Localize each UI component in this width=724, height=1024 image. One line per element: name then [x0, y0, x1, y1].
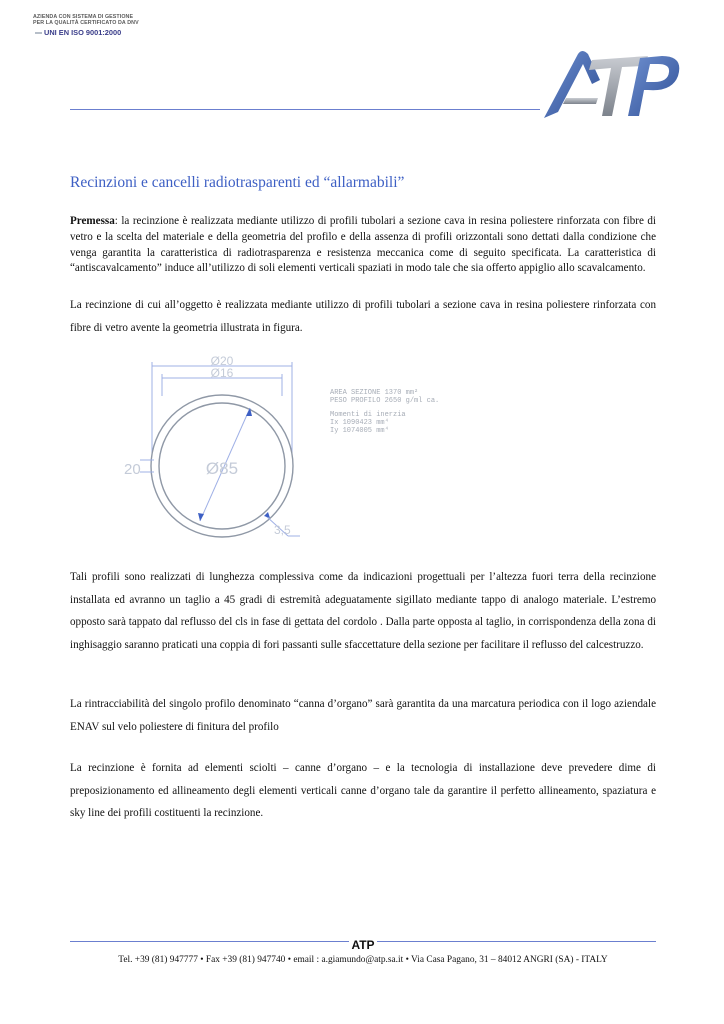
prop-weight: PESO PROFILO 2650 g/ml ca. — [330, 397, 440, 405]
dim-diameter-label: Ø85 — [205, 459, 239, 478]
paragraph-4: La recinzione è fornita ad elementi sciolti – canne d’organo – e la tecnologia di installazione deve prevedere dime di preposizionamento ed allineamento degli elementi verticali canne d’organo tale da garantire il perfetto allineamento, spaziatura e sky line dei profili costituenti la recinzione. — [70, 762, 656, 820]
certification-badge — [33, 14, 143, 37]
atp-logo — [536, 40, 686, 122]
dim-inner-label: Ø16 — [210, 366, 234, 380]
document-title: Recinzioni e cancelli radiotrasparenti ed “allarmabili” — [70, 174, 405, 191]
footer-brand — [70, 938, 656, 952]
certification-standard — [33, 28, 143, 37]
paragraph-3: La rintracciabilità del singolo profilo denominato “canna d’organo” sarà garantita da una marcatura periodica con il logo aziendale ENAV sul velo poliestere di finitura del profilo — [70, 698, 656, 733]
premessa-text: : la recinzione è realizzata mediante utilizzo di profili tubolari a sezione cava in resina poliestere rinforzata con fibre di vetro e la scelta del materiale e della geometria del profilo e della assenza di profili orizzontali sono dettati dalla condizione che venga garantita la caratteristica di radiotrasparenza e resistenza meccanica come di seguito specificata. La caratteristica di “antiscavalcamento” induce all’utilizzo di soli elementi verticali spaziati in modo tale che sia offerto appiglio allo scavalcamento. — [70, 215, 656, 275]
header-divider — [70, 109, 540, 110]
prop-area: AREA SEZIONE 1370 mm² — [330, 389, 419, 397]
prop-inertia-title: Momenti di inerzia — [330, 411, 406, 419]
prop-iy: Iy 1074005 mm⁴ — [330, 427, 389, 435]
premessa-lead: Premessa — [70, 215, 115, 227]
premessa-paragraph — [70, 214, 656, 277]
dim-thickness-label: 3,5 — [274, 523, 291, 537]
certification-line-1: AZIENDA CON SISTEMA DI GESTIONE — [33, 14, 134, 20]
footer-contacts: Tel. +39 (81) 947777 • Fax +39 (81) 947740 • email : a.giamundo@atp.sa.it • Via Casa Pagano, 31 – 84012 ANGRI (SA) - ITALY — [118, 955, 608, 965]
dim-left-label: 20 — [124, 461, 141, 478]
footer-brand-text: ATP — [351, 938, 375, 952]
paragraph-1: La recinzione di cui all’oggetto è realizzata mediante utilizzo di profili tubolari a sezione cava in resina poliestere rinforzata con fibre di vetro avente la geometria illustrata in figura. — [70, 299, 656, 334]
profile-section-drawing — [124, 354, 470, 546]
certification-line-2: PER LA QUALITÀ CERTIFICATO DA DNV — [33, 20, 139, 27]
dim-outer-label: Ø20 — [210, 354, 234, 368]
certification-standard-label: UNI EN ISO 9001:2000 — [44, 27, 122, 37]
prop-ix: Ix 1090423 mm⁴ — [330, 419, 389, 427]
paragraph-2: Tali profili sono realizzati di lunghezza complessiva come da indicazioni progettuali per l’altezza fuori terra della recinzione installata ed avranno un taglio a 45 gradi di estremità adeguatamente sigillato mediante tappo di analogo materiale. L’estremo opposto sarà tappato dal reflusso del cls in fase di gettata del cordolo . Dalla parte opposta al taglio, in corrispondenza della zona di inghisaggio saranno praticati una coppia di fori passanti sulle sfaccettature della sezione per facilitare il reflusso del calcestruzzo. — [70, 571, 656, 651]
